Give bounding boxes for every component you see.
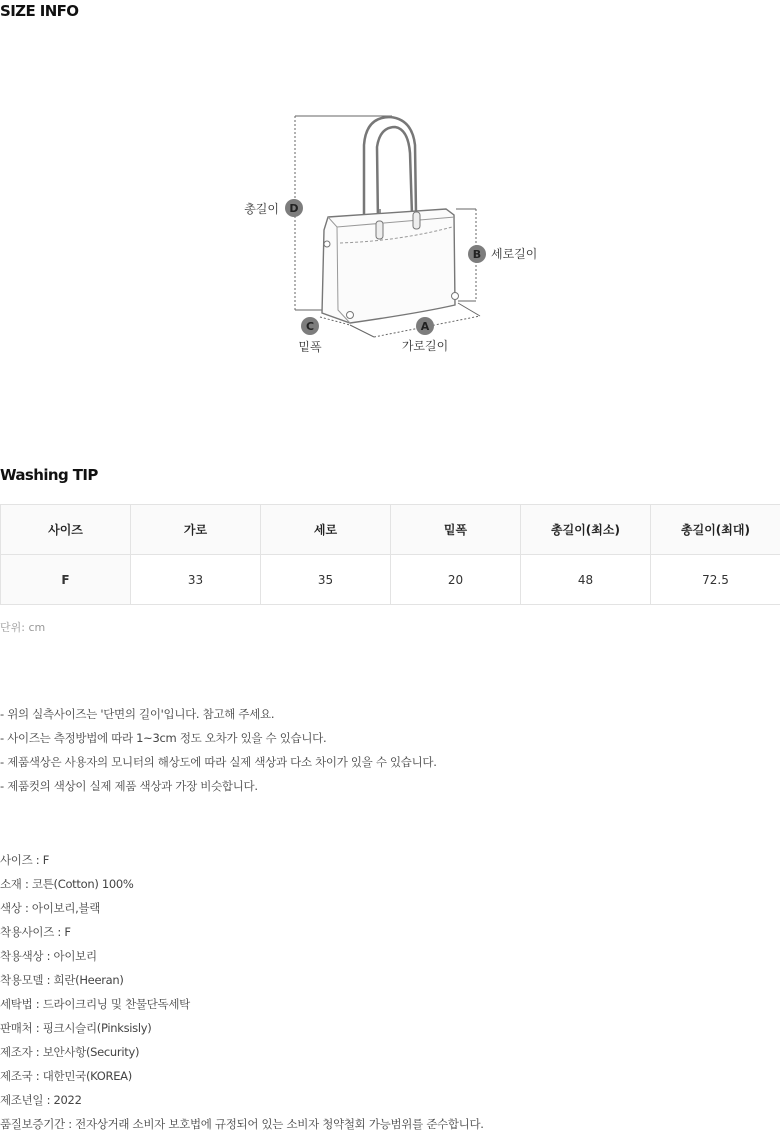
bag-illustration <box>230 105 560 365</box>
marker-a-letter: A <box>420 320 430 333</box>
header-total-length-min: 총길이(최소) <box>521 505 651 555</box>
header-bottom-width: 밑폭 <box>391 505 521 555</box>
cell-height: 35 <box>261 555 391 605</box>
note-line: - 제품컷의 색상이 실제 제품 색상과 가장 비슷합니다. <box>0 779 258 793</box>
spec-line: 제조자 : 보안사항(Security) <box>0 1045 140 1059</box>
product-specs <box>0 851 484 1137</box>
spec-line: 제조년일 : 2022 <box>0 1093 82 1107</box>
spec-line: 착용모델 : 희란(Heeran) <box>0 973 124 987</box>
cell-width: 33 <box>131 555 261 605</box>
spec-line: 판매처 : 핑크시슬리(Pinksisly) <box>0 1021 152 1035</box>
marker-b-letter: B <box>472 248 482 261</box>
spec-line: 소재 : 코튼(Cotton) 100% <box>0 877 134 891</box>
marker-c-letter: C <box>305 320 315 333</box>
header-width: 가로 <box>131 505 261 555</box>
note-line: - 사이즈는 측정방법에 따라 1~3cm 정도 오차가 있을 수 있습니다. <box>0 731 327 745</box>
note-line: - 위의 실측사이즈는 '단면의 길이'입니다. 참고해 주세요. <box>0 707 275 721</box>
marker-d-letter: D <box>289 202 299 215</box>
spec-line: 착용사이즈 : F <box>0 925 71 939</box>
spec-line: 착용색상 : 아이보리 <box>0 949 97 963</box>
header-height: 세로 <box>261 505 391 555</box>
bag-size-diagram <box>230 105 560 365</box>
washing-tip-heading: Washing TIP <box>0 466 98 484</box>
cell-bottom-width: 20 <box>391 555 521 605</box>
header-total-length-max: 총길이(최대) <box>651 505 780 555</box>
spec-line: 제조국 : 대한민국(KOREA) <box>0 1069 132 1083</box>
table-row <box>1 555 780 605</box>
table-header-row <box>1 505 780 555</box>
size-info-heading: SIZE INFO <box>0 2 79 20</box>
spec-line: 세탁법 : 드라이크리닝 및 찬물단독세탁 <box>0 997 190 1011</box>
note-line: - 제품색상은 사용자의 모니터의 해상도에 따라 실제 색상과 다소 차이가 있을 수 있습니다. <box>0 755 437 769</box>
size-table <box>0 504 780 605</box>
spec-line: 사이즈 : F <box>0 853 50 867</box>
width-label: 가로길이 <box>401 339 449 353</box>
height-label: 세로길이 <box>491 247 538 261</box>
spec-line: 품질보증기간 : 전자상거래 소비자 보호법에 규정되어 있는 소비자 청약철회 가능범위를 준수합니다. <box>0 1117 484 1131</box>
spec-line: 색상 : 아이보리,블랙 <box>0 901 101 915</box>
total-length-label: 총길이 <box>244 202 279 216</box>
cell-size: F <box>1 555 131 605</box>
cell-total-length-max: 72.5 <box>651 555 780 605</box>
size-notes <box>0 705 437 801</box>
bottom-width-label: 밑폭 <box>298 340 322 354</box>
header-size: 사이즈 <box>1 505 131 555</box>
unit-note: 단위: cm <box>0 621 46 634</box>
cell-total-length-min: 48 <box>521 555 651 605</box>
